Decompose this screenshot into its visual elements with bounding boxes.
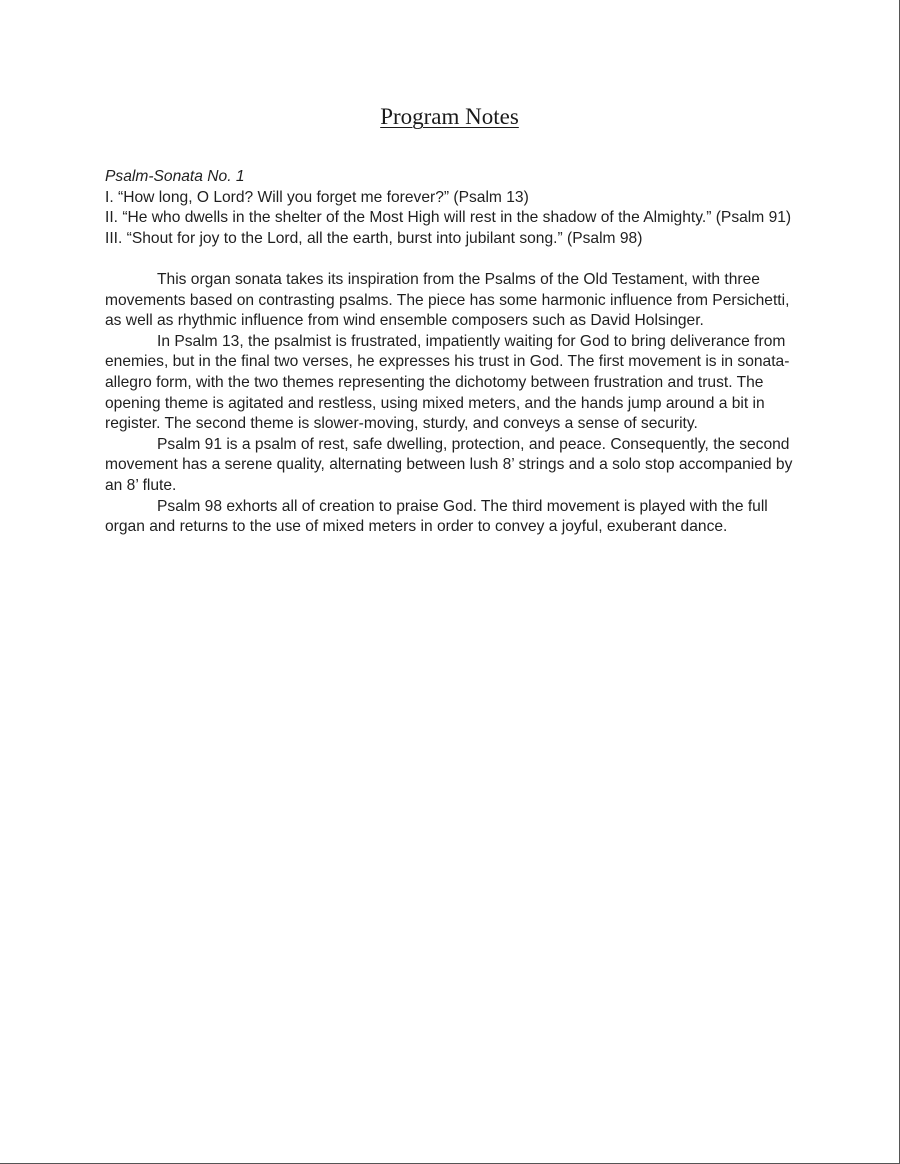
work-title: Psalm-Sonata No. 1 (105, 168, 245, 185)
movement-list (105, 188, 805, 250)
paragraph-intro: This organ sonata takes its inspiration from the Psalms of the Old Testament, with three movements based on contrasting psalms. The piece has some harmonic influence from Persichetti, as well as rhythmic influence from wind ensemble composers such as David Holsinger. (105, 270, 790, 330)
document-body (105, 167, 805, 538)
page-title: Program Notes (380, 104, 519, 129)
movement-2: II. “He who dwells in the shelter of the Most High will rest in the shadow of the Almighty.” (Psalm 91) (105, 209, 792, 227)
paragraph-psalm-13: In Psalm 13, the psalmist is frustrated, impatiently waiting for God to bring deliverance from enemies, but in the final two verses, he expresses his trust in God. The first movement is in sonata-allegro form, with the two themes representing the dichotomy between frustration and trust. The opening theme is agitated and restless, using mixed meters, and the hands jump around a bit in register. The second theme is slower-moving, sturdy, and conveys a sense of security. (105, 332, 790, 433)
paragraph-psalm-98: Psalm 98 exhorts all of creation to praise God. The third movement is played with the full organ and returns to the use of mixed meters in order to convey a joyful, exuberant dance. (105, 497, 768, 536)
paragraph-psalm-91: Psalm 91 is a psalm of rest, safe dwelling, protection, and peace. Consequently, the second movement has a serene quality, alternating between lush 8’ strings and a solo stop accompanied by an 8’ flute. (105, 435, 793, 494)
movement-3: III. “Shout for joy to the Lord, all the earth, burst into jubilant song.” (Psalm 98) (105, 229, 643, 247)
movement-1: I. “How long, O Lord? Will you forget me forever?” (Psalm 13) (105, 188, 529, 206)
